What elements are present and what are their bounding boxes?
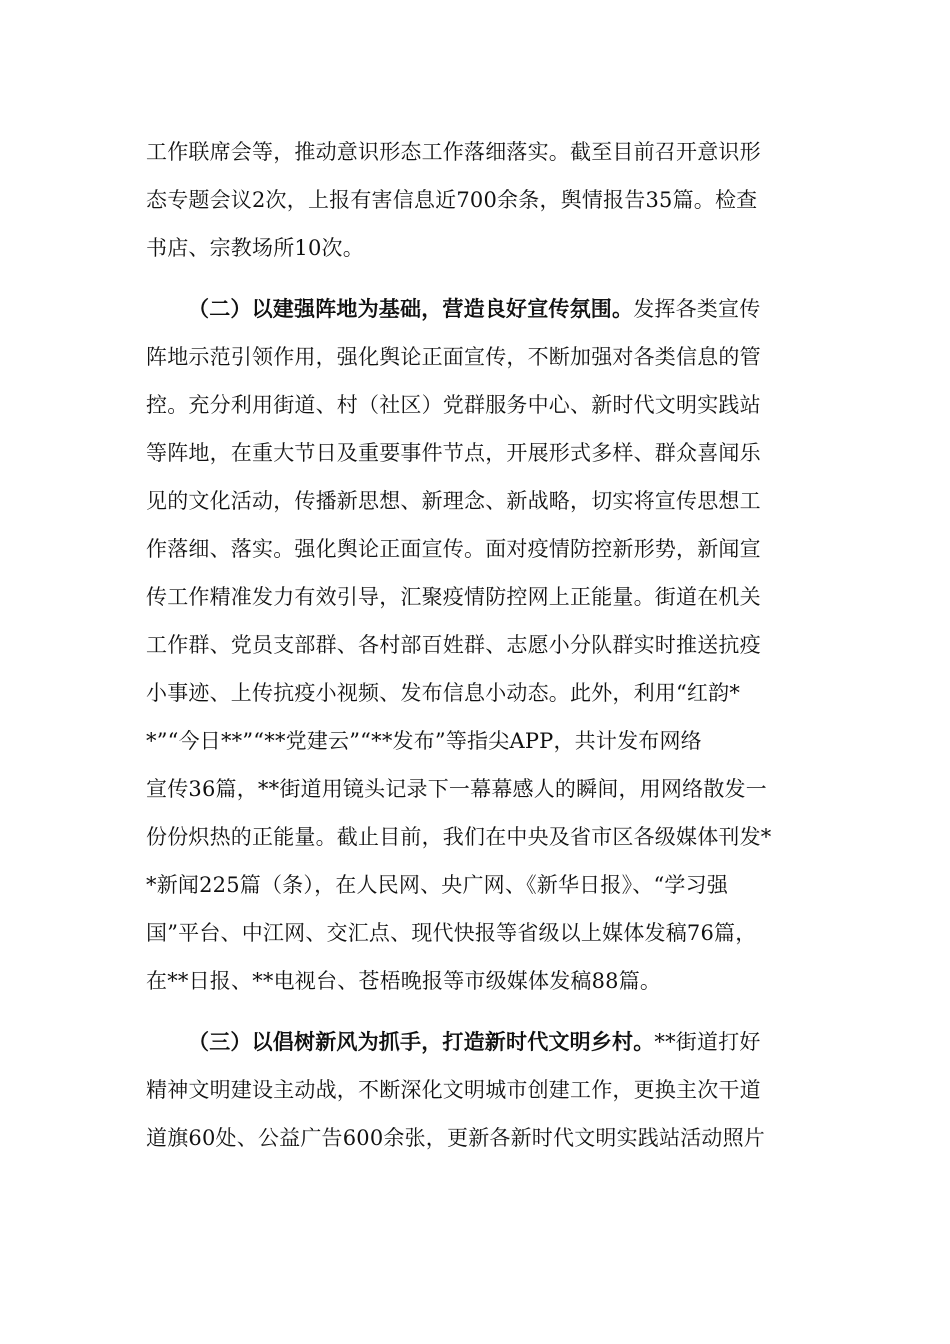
paragraph-line: 作落细、落实。强化舆论正面宣传。面对疫情防控新形势，新闻宣: [146, 537, 761, 561]
paragraph-line: 控。充分利用街道、村（社区）党群服务中心、新时代文明实践站: [146, 393, 761, 417]
paragraph-line: 工作联席会等，推动意识形态工作落细落实。截至目前召开意识形: [146, 140, 761, 164]
paragraph-line: 精神文明建设主动战，不断深化文明城市创建工作，更换主次干道: [146, 1078, 761, 1102]
paragraph-line: 小事迹、上传抗疫小视频、发布信息小动态。此外，利用“红韵*: [146, 681, 741, 705]
section-heading: （二）以建强阵地为基础，营造良好宣传氛围。: [188, 296, 634, 321]
paragraph-first-line: [188, 294, 760, 324]
paragraph-line: *新闻225篇（条），在人民网、央广网、《新华日报》、“学习强: [146, 873, 729, 897]
paragraph-text: **街道打好: [654, 1030, 761, 1054]
paragraph-line: 宣传36篇，**街道用镜头记录下一幕幕感人的瞬间，用网络散发一: [146, 777, 767, 801]
paragraph-text: 发挥各类宣传: [633, 297, 761, 321]
paragraph-first-line: [188, 1027, 761, 1057]
paragraph-line: 阵地示范引领作用，强化舆论正面宣传，不断加强对各类信息的管: [146, 345, 761, 369]
paragraph-line: 在**日报、**电视台、苍梧晚报等市级媒体发稿88篇。: [146, 969, 662, 993]
paragraph-line: 书店、宗教场所10次。: [146, 236, 364, 260]
paragraph-line: 见的文化活动，传播新思想、新理念、新战略，切实将宣传思想工: [146, 489, 761, 513]
paragraph-line: 态专题会议2次，上报有害信息近700余条，舆情报告35篇。检查: [146, 188, 758, 212]
paragraph-line: 传工作精准发力有效引导，汇聚疫情防控网上正能量。街道在机关: [146, 585, 761, 609]
paragraph-line: 国”平台、中江网、交汇点、现代快报等省级以上媒体发稿76篇，: [146, 921, 757, 945]
document-body: [146, 0, 806, 1344]
section-heading: （三）以倡树新风为抓手，打造新时代文明乡村。: [188, 1029, 655, 1054]
paragraph-line: 工作群、党员支部群、各村部百姓群、志愿小分队群实时推送抗疫: [146, 633, 761, 657]
paragraph-line: 道旗60处、公益广告600余张，更新各新时代文明实践站活动照片: [146, 1126, 766, 1150]
paragraph-line: *”“今日**”“**党建云”“**发布”等指尖APP，共计发布网络: [146, 729, 702, 753]
paragraph-line: 等阵地，在重大节日及重要事件节点，开展形式多样、群众喜闻乐: [146, 441, 761, 465]
paragraph-line: 份份炽热的正能量。截止目前，我们在中央及省市区各级媒体刊发*: [146, 825, 772, 849]
